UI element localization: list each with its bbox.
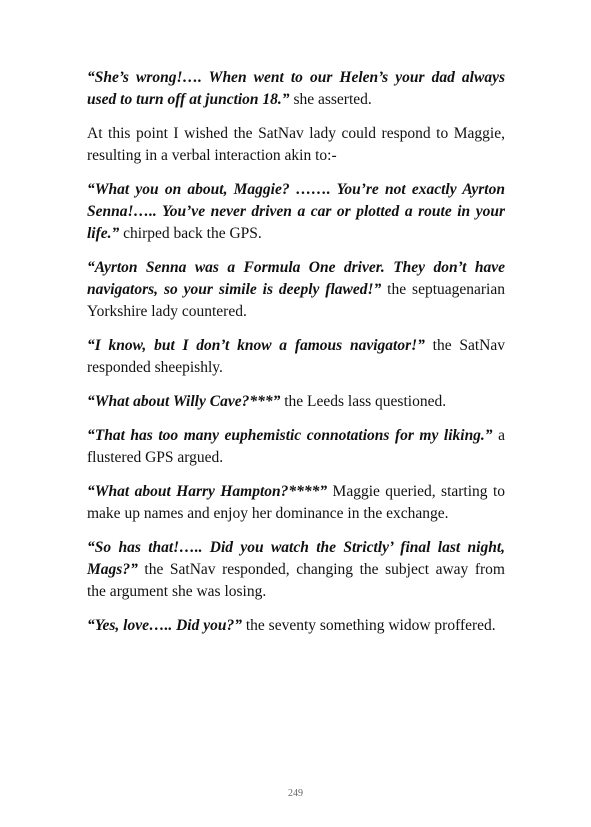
narration-text: a flustered GPS argued. [87, 427, 505, 466]
dialogue-quote: “Ayrton Senna was a Formula One driver. They don’t have navigators, so your simile is deeply flawed!” [87, 259, 505, 298]
dialogue-quote: “Yes, love….. Did you?” [87, 617, 242, 634]
page-number: 249 [288, 788, 303, 799]
paragraph-7 [87, 425, 505, 469]
paragraph-5 [87, 335, 505, 379]
paragraph-3 [87, 179, 505, 245]
paragraph-1 [87, 67, 505, 111]
narration-text: the seventy something widow proffered. [241, 617, 496, 634]
paragraph-9 [87, 537, 505, 603]
narration-text: she asserted. [289, 91, 372, 108]
dialogue-quote: “What about Harry Hampton?****” [87, 483, 328, 500]
paragraph-4 [87, 257, 505, 323]
narration-text: chirped back the GPS. [119, 225, 262, 242]
narration-text: Maggie queried, starting to make up names and enjoy her dominance in the exchange. [87, 483, 505, 522]
narration-text: the SatNav responded sheepishly. [87, 337, 505, 376]
paragraph-10 [87, 615, 505, 637]
dialogue-quote: “She’s wrong!…. When went to our Helen’s your dad always used to turn off at junction 18.” [87, 69, 505, 108]
narration-text: the septuagenarian Yorkshire lady countered. [87, 281, 505, 320]
narration-text: the SatNav responded, changing the subject away from the argument she was losing. [87, 561, 505, 600]
narration-text: the Leeds lass questioned. [280, 393, 447, 410]
dialogue-quote: “So has that!….. Did you watch the Strictly’ final last night, Mags?” [87, 539, 505, 578]
paragraph-6 [87, 391, 505, 413]
paragraph-2 [87, 123, 505, 167]
narration-text: At this point I wished the SatNav lady could respond to Maggie, resulting in a verbal interaction akin to:- [87, 125, 505, 164]
dialogue-quote: “That has too many euphemistic connotations for my liking.” [87, 427, 493, 444]
page-body [87, 67, 505, 649]
dialogue-quote: “What about Willy Cave?***” [87, 393, 281, 410]
dialogue-quote: “I know, but I don’t know a famous navigator!” [87, 337, 425, 354]
paragraph-8 [87, 481, 505, 525]
dialogue-quote: “What you on about, Maggie? ……. You’re not exactly Ayrton Senna!….. You’ve never driven a car or plotted a route in your life.” [87, 181, 505, 242]
